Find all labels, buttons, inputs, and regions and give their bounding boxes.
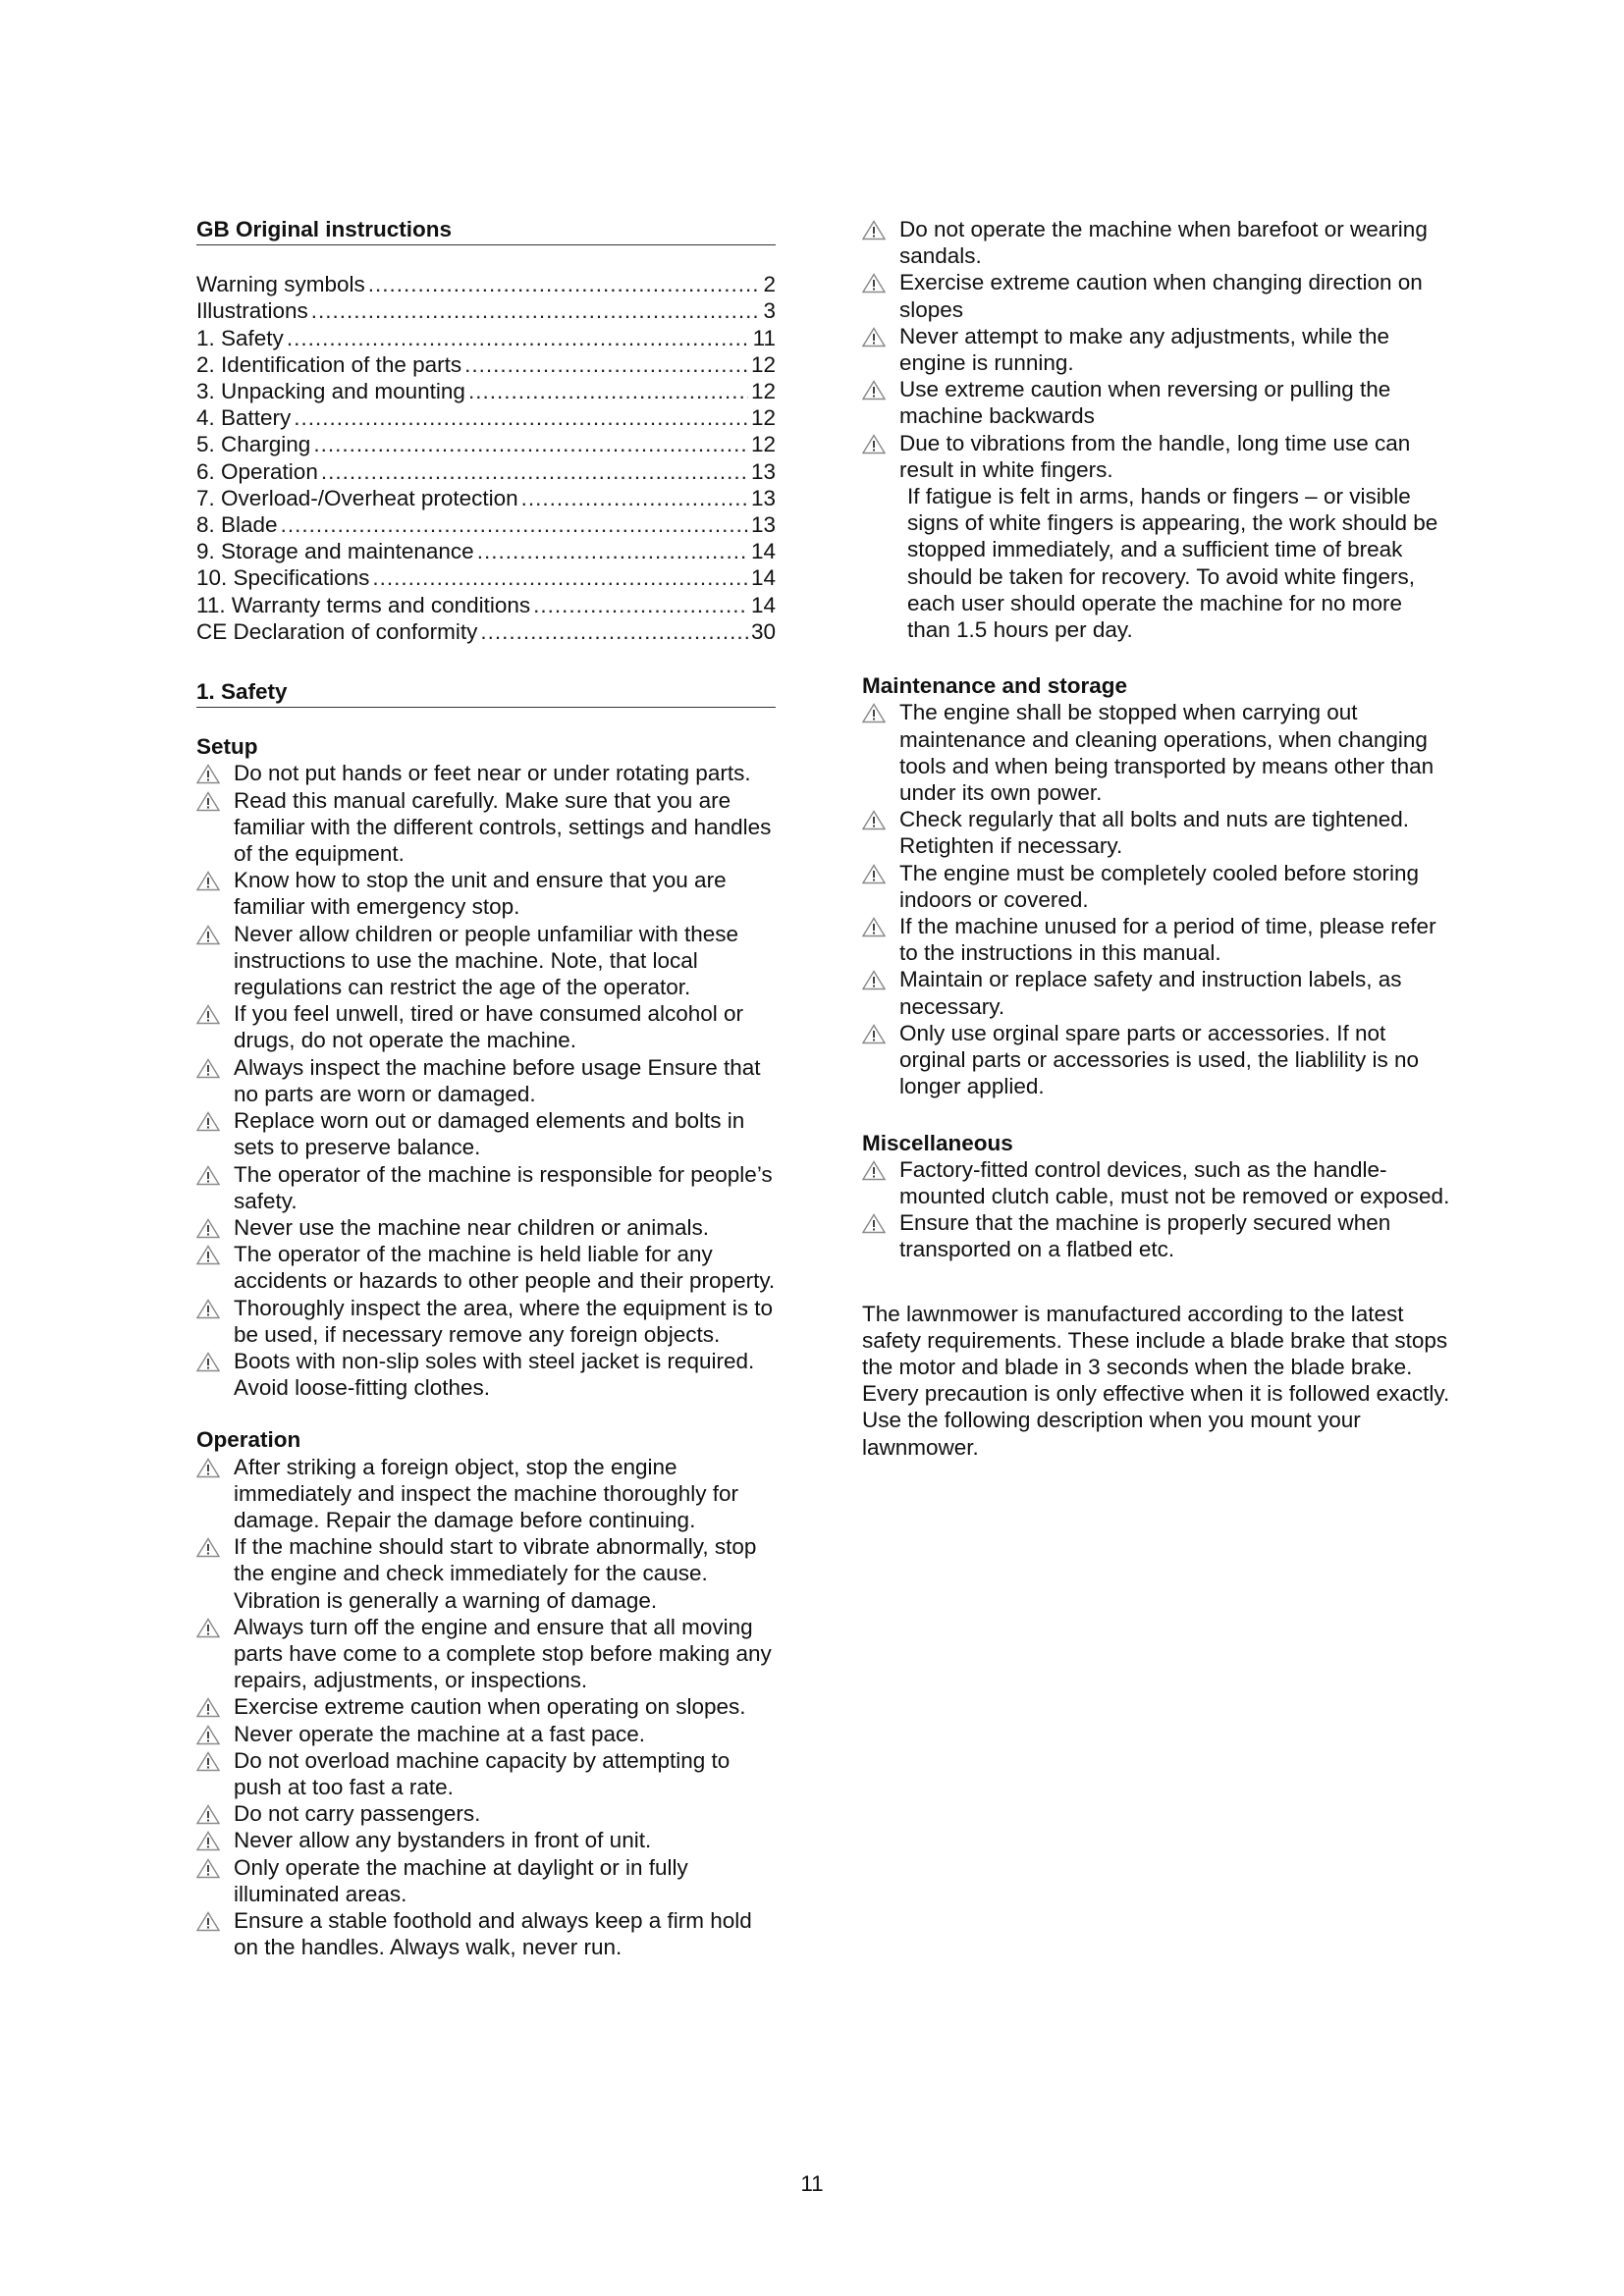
warning-triangle-icon — [862, 917, 886, 937]
warning-triangle-icon — [862, 1213, 886, 1234]
operation-list — [196, 1454, 776, 1961]
toc-entry[interactable]: 4. Battery ..... 12 — [196, 404, 776, 431]
list-item: Factory-fitted control devices, such as the handle-mounted clutch cable, must not be removed or exposed. — [862, 1156, 1451, 1209]
warning-triangle-icon — [196, 1858, 220, 1879]
warning-triangle-icon — [196, 1618, 220, 1638]
list-item: Thoroughly inspect the area, where the equipment is to be used, if necessary remove any foreign objects. — [196, 1295, 776, 1348]
list-item: If you feel unwell, tired or have consumed alcohol or drugs, do not operate the machine. — [196, 1000, 776, 1053]
warning-triangle-icon — [862, 864, 886, 884]
list-item: Check regularly that all bolts and nuts are tightened. Retighten if necessary. — [862, 806, 1451, 859]
warning-triangle-icon — [196, 1804, 220, 1825]
list-item: Do not put hands or feet near or under rotating parts. — [196, 760, 776, 786]
setup-list — [196, 760, 776, 1401]
list-item: Replace worn out or damaged elements and bolts in sets to preserve balance. — [196, 1107, 776, 1160]
list-item: Ensure a stable foothold and always keep a firm hold on the handles. Always walk, never run. — [196, 1907, 776, 1960]
warning-triangle-icon — [196, 1352, 220, 1372]
warning-triangle-icon — [862, 1024, 886, 1044]
toc-entry[interactable]: 3. Unpacking and mounting ..... 12 — [196, 378, 776, 404]
list-item: Maintain or replace safety and instruction labels, as necessary. — [862, 966, 1451, 1019]
toc-entry[interactable]: Illustrations ..... 3 — [196, 297, 776, 324]
list-item: Exercise extreme caution when changing direction on slopes — [862, 269, 1451, 322]
list-item: The operator of the machine is responsible for people’s safety. — [196, 1161, 776, 1214]
maintenance-list — [862, 699, 1451, 1099]
list-item: The engine shall be stopped when carrying out maintenance and cleaning operations, when changing tools and when being transported by means other than under its own power. — [862, 699, 1451, 806]
warning-triangle-icon — [196, 1751, 220, 1772]
warning-triangle-icon — [196, 1911, 220, 1932]
closing-paragraph: The lawnmower is manufactured according to the latest safety requirements. These include a blade brake that stops the motor and blade in 3 seconds when the blade brake. Every precaution is only effective when it is followed exactly. Use the following description when you mount your lawnmower. — [862, 1301, 1450, 1460]
list-item: Only operate the machine at daylight or in fully illuminated areas. — [196, 1854, 776, 1907]
table-of-contents — [196, 271, 776, 645]
toc-entry[interactable]: 1. Safety ..... 11 — [196, 325, 776, 351]
list-item: Do not operate the machine when barefoot or wearing sandals. — [862, 216, 1451, 269]
list-item: Only use orginal spare parts or accessories. If not orginal parts or accessories is used, the liablility is no longer applied. — [862, 1020, 1451, 1100]
warning-triangle-icon — [196, 764, 220, 784]
operation-heading: Operation — [196, 1427, 301, 1453]
warning-triangle-icon — [196, 1299, 220, 1319]
warning-triangle-icon — [862, 703, 886, 723]
setup-heading: Setup — [196, 734, 258, 760]
warning-triangle-icon — [196, 1831, 220, 1851]
warning-triangle-icon — [196, 1111, 220, 1132]
safety-section-title: 1. Safety — [196, 678, 776, 708]
toc-entry[interactable]: 5. Charging ..... 12 — [196, 431, 776, 457]
warning-triangle-icon — [196, 871, 220, 891]
list-item: Use extreme caution when reversing or pulling the machine backwards — [862, 376, 1451, 429]
operation-continued-list — [862, 216, 1451, 643]
toc-entry[interactable]: 10. Specifications ..... 14 — [196, 564, 776, 591]
warning-triangle-icon — [862, 810, 886, 830]
list-item: The operator of the machine is held liable for any accidents or hazards to other people and their property. — [196, 1241, 776, 1294]
list-item: If the machine unused for a period of time, please refer to the instructions in this manual. — [862, 913, 1451, 966]
warning-triangle-icon — [862, 1160, 886, 1181]
list-item: Do not overload machine capacity by attempting to push at too fast a rate. — [196, 1747, 776, 1800]
list-item: Do not carry passengers. — [196, 1800, 776, 1827]
warning-triangle-icon — [196, 791, 220, 812]
warning-triangle-icon — [196, 1165, 220, 1186]
miscellaneous-heading: Miscellaneous — [862, 1130, 1013, 1155]
list-item: Never attempt to make any adjustments, while the engine is running. — [862, 323, 1451, 376]
list-item: After striking a foreign object, stop the engine immediately and inspect the machine thoroughly for damage. Repair the damage before continuing. — [196, 1454, 776, 1534]
list-item: If the machine should start to vibrate abnormally, stop the engine and check immediately for the cause. Vibration is generally a warning of damage. — [196, 1533, 776, 1614]
document-title: GB Original instructions — [196, 216, 776, 245]
list-item: Never use the machine near children or animals. — [196, 1214, 776, 1241]
toc-entry[interactable]: 9. Storage and maintenance ..... 14 — [196, 538, 776, 564]
list-item: Always turn off the engine and ensure that all moving parts have come to a complete stop before making any repairs, adjustments, or inspections. — [196, 1614, 776, 1694]
list-item: Never allow children or people unfamiliar with these instructions to use the machine. Note, that local regulations can restrict the age of the operator. — [196, 921, 776, 1001]
maintenance-heading: Maintenance and storage — [862, 673, 1128, 699]
toc-entry[interactable]: 7. Overload-/Overheat protection ..... 13 — [196, 485, 776, 511]
list-item: The engine must be completely cooled before storing indoors or covered. — [862, 860, 1451, 913]
toc-entry[interactable]: 6. Operation ..... 13 — [196, 458, 776, 485]
warning-triangle-icon — [196, 1245, 220, 1265]
warning-triangle-icon — [862, 434, 886, 454]
warning-triangle-icon — [862, 220, 886, 240]
toc-entry[interactable]: CE Declaration of conformity ..... 30 — [196, 618, 776, 645]
left-column — [196, 216, 776, 1960]
list-item: Ensure that the machine is properly secured when transported on a flatbed etc. — [862, 1209, 1451, 1262]
toc-entry[interactable]: 8. Blade ..... 13 — [196, 511, 776, 538]
miscellaneous-list — [862, 1156, 1451, 1263]
warning-triangle-icon — [862, 273, 886, 294]
warning-triangle-icon — [196, 1218, 220, 1239]
warning-triangle-icon — [196, 1697, 220, 1718]
warning-triangle-icon — [862, 327, 886, 347]
warning-triangle-icon — [862, 380, 886, 400]
list-item: Never allow any bystanders in front of unit. — [196, 1827, 776, 1853]
warning-triangle-icon — [196, 1725, 220, 1745]
toc-entry[interactable]: 11. Warranty terms and conditions ..... 14 — [196, 592, 776, 618]
toc-entry[interactable]: Warning symbols ..... 2 — [196, 271, 776, 297]
list-item: Read this manual carefully. Make sure that you are familiar with the different controls, settings and handles of the equipment. — [196, 787, 776, 868]
list-item: Never operate the machine at a fast pace. — [196, 1721, 776, 1747]
warning-triangle-icon — [196, 1058, 220, 1079]
warning-triangle-icon — [196, 1004, 220, 1025]
list-item: Always inspect the machine before usage Ensure that no parts are worn or damaged. — [196, 1054, 776, 1107]
list-item: Know how to stop the unit and ensure that you are familiar with emergency stop. — [196, 867, 776, 920]
warning-triangle-icon — [196, 1458, 220, 1478]
warning-triangle-icon — [862, 970, 886, 990]
page-number: 11 — [800, 2171, 824, 2196]
warning-triangle-icon — [196, 1537, 220, 1558]
list-item: Exercise extreme caution when operating on slopes. — [196, 1693, 776, 1720]
vibration-note: If fatigue is felt in arms, hands or fingers – or visible signs of white fingers is appearing, the work should be stopped immediately, and a sufficient time of break should be taken for recovery. To avoid white fingers, each user should operate the machine for no more than 1.5 hours per day. — [907, 484, 1438, 643]
warning-triangle-icon — [196, 925, 220, 945]
list-item: Boots with non-slip soles with steel jacket is required. Avoid loose-fitting clothes. — [196, 1348, 776, 1401]
right-column — [862, 216, 1451, 1461]
toc-entry[interactable]: 2. Identification of the parts ..... 12 — [196, 351, 776, 378]
list-item: Due to vibrations from the handle, long time use can result in white fingers. — [862, 430, 1451, 483]
